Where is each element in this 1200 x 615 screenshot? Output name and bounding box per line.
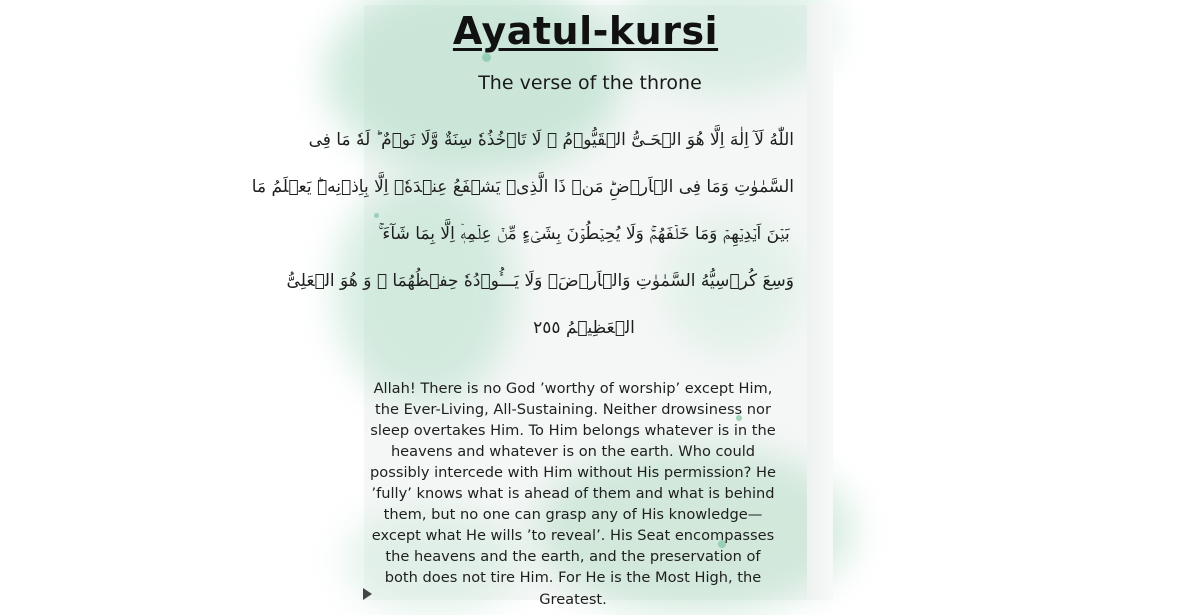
- arabic-line: اللّٰهُ لَآ اِلٰهَ اِلَّا هُوَ الۡحَـىُّ الۡقَيُّوۡمُ ۚ لَا تَاۡخُذُهٗ سِنَةٌ وَّلَا نَوۡمٌ ‌ؕ لَهٗ مَا فِى: [308, 130, 794, 150]
- arabic-line: الۡعَظِيۡمُ ٢٥٥: [533, 318, 635, 338]
- poster-card: [251, 5, 833, 608]
- arabic-verse: [251, 117, 794, 352]
- arabic-line: بَيۡنَ اَيۡدِيۡهِمۡ وَمَا خَلۡفَهُمۡ‌ۚ وَلَا يُحِيۡطُوۡنَ بِشَىۡءٍ مِّنۡ عِلۡمِهٖۤ اِلَّا بِمَا شَآءَ ۚ: [378, 224, 790, 244]
- arabic-line: السَّمٰوٰتِ وَمَا فِى الۡاَرۡضِ‌ؕ مَنۡ ذَا الَّذِىۡ يَشۡفَعُ عِنۡدَهٗۤ اِلَّا بِاِذۡنِهٖ‌ؕ يَعۡلَمُ مَا: [251, 177, 794, 197]
- play-corner-icon: [363, 588, 372, 600]
- poster-subtitle: The verse of the throne: [478, 72, 702, 94]
- poster-title: Ayatul-kursi: [452, 9, 719, 53]
- english-translation: Allah! There is no God ’worthy of worship’ except Him, the Ever-Living, All-Sustaining. Neither drowsiness nor sleep overtakes Him. To Him belongs whatever is in the heavens and whatever is on the earth. Who could possibly intercede with Him without His permission? He ’fully’ knows what is ahead of them and what is behind them, but no one can grasp any of His knowledge—except what He wills ’to reveal’. His Seat encompasses the heavens and the earth, and the preservation of both does not tire Him. For He is the Most High, the Greatest.: [370, 379, 776, 608]
- arabic-line: وَسِعَ كُرۡسِيُّهُ السَّمٰوٰتِ وَالۡاَرۡضَ‌ۚ وَلَا يَـــُٔوۡدُهٗ حِفۡظُهُمَا ‌ۚ وَ هُوَ الۡعَلِىُّ: [286, 271, 794, 291]
